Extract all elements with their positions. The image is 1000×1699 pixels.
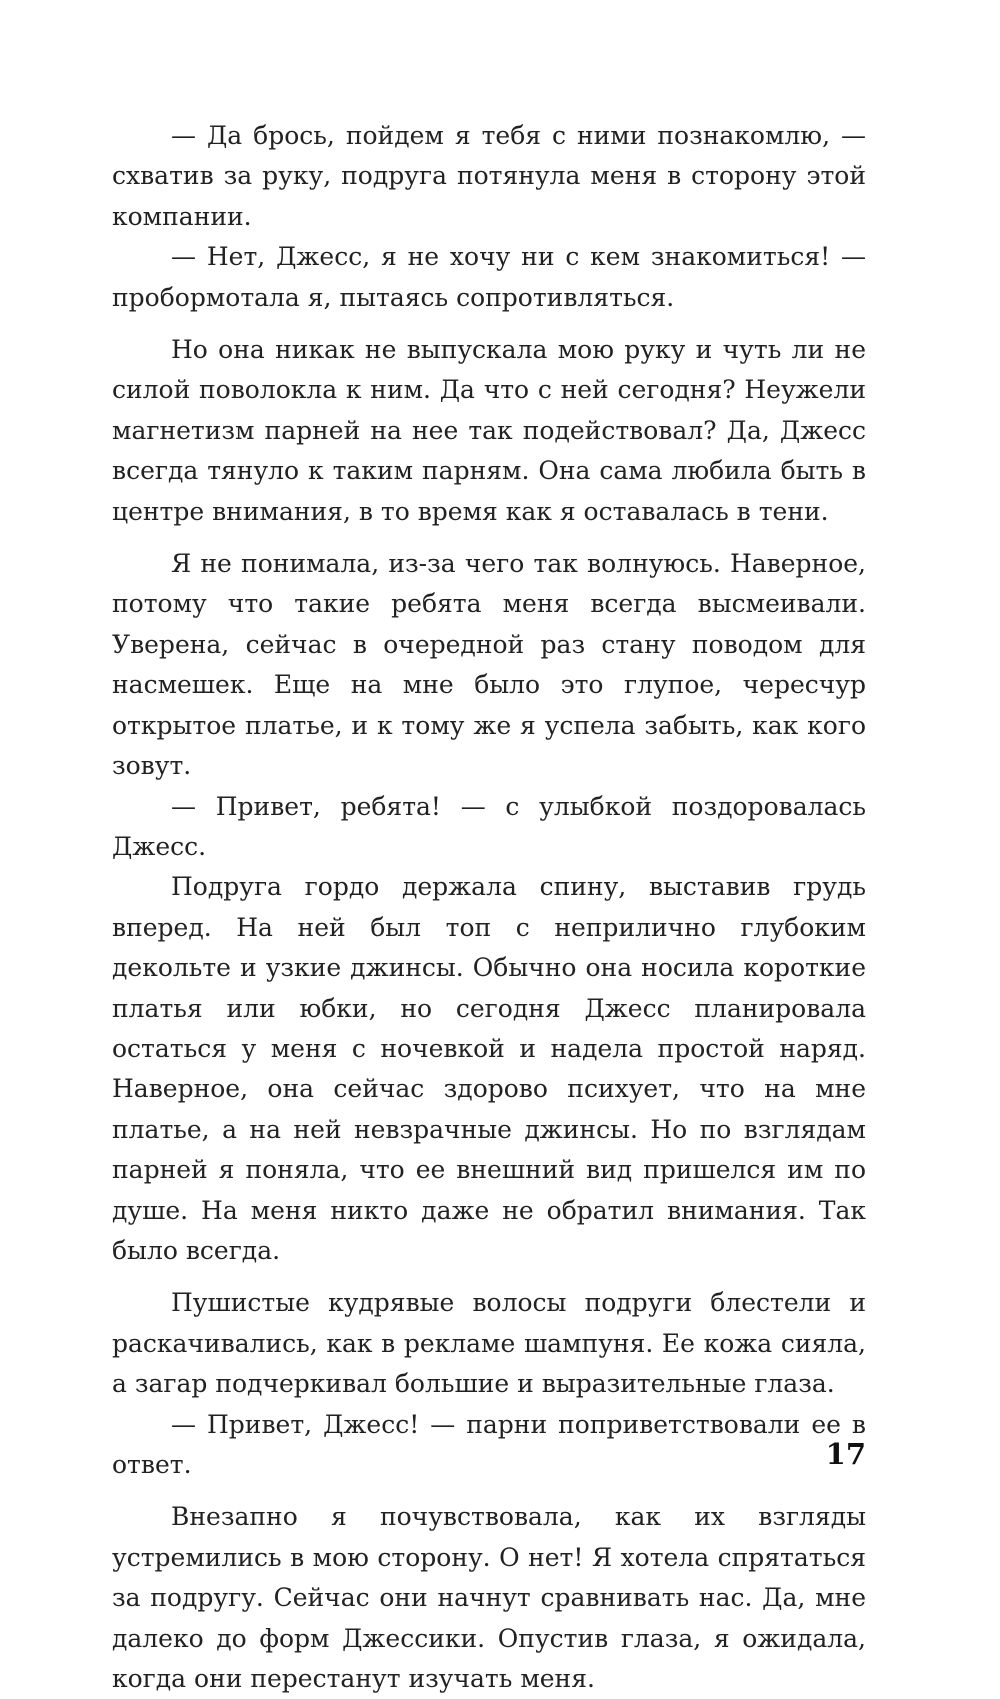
paragraph: Но она никак не выпускала мою руку и чуть ли не силой поволокла к ним. Да что с ней сегодня? Неужели магнетизм парней на нее так подействовал? Да, Джесс всегда тянуло к таким парням. Она сама любила быть в центре внимания, в то время как я оставалась в тени. — [112, 335, 866, 526]
paragraph: Пушистые кудрявые волосы подруги блестели и раскачивались, как в рекламе шампуня. Ее кожа сияла, а загар подчеркивал большие и выразительные глаза. — [112, 1288, 866, 1399]
paragraph: Внезапно я почувствовала, как их взгляды устремились в мою сторону. О нет! Я хотела спрятаться за подругу. Сейчас они начнут сравнивать нас. Да, мне далеко до форм Джессики. Опустив глаза, я ожидала, когда они перестанут изучать меня. — [112, 1502, 866, 1694]
page-number: 17 — [825, 1437, 866, 1471]
body-text — [112, 116, 866, 1699]
paragraph: — Привет, Джесс! — парни поприветствовали ее в ответ. — [112, 1409, 866, 1479]
paragraph: Я не понимала, из-за чего так волнуюсь. Наверное, потому что такие ребята меня всегда высмеивали. Уверена, сейчас в очередной раз стану поводом для насмешек. Еще на мне было это глупое, чересчур открытое платье, и к тому же я успела забыть, как кого зовут. — [112, 549, 866, 781]
paragraph: Подруга гордо держала спину, выставив грудь вперед. На ней был топ с неприлично глубоким декольте и узкие джинсы. Обычно она носила короткие платья или юбки, но сегодня Джесс планировала остаться у меня с ночевкой и надела простой наряд. Наверное, она сейчас здорово психует, что на мне платье, а на ней невзрачные джинсы. Но по взглядам парней я поняла, что ее внешний вид пришелся им по душе. На меня никто даже не обратил внимания. Так было всегда. — [112, 872, 866, 1265]
paragraph: — Привет, ребята! — с улыбкой поздоровалась Джесс. — [112, 791, 866, 861]
paragraph: — Нет, Джесс, я не хочу ни с кем знакомиться! — пробормотала я, пытаясь сопротивляться. — [112, 242, 866, 312]
paragraph: — Да брось, пойдем я тебя с ними познакомлю, — схватив за руку, подруга потянула меня в сторону этой компании. — [112, 121, 866, 231]
